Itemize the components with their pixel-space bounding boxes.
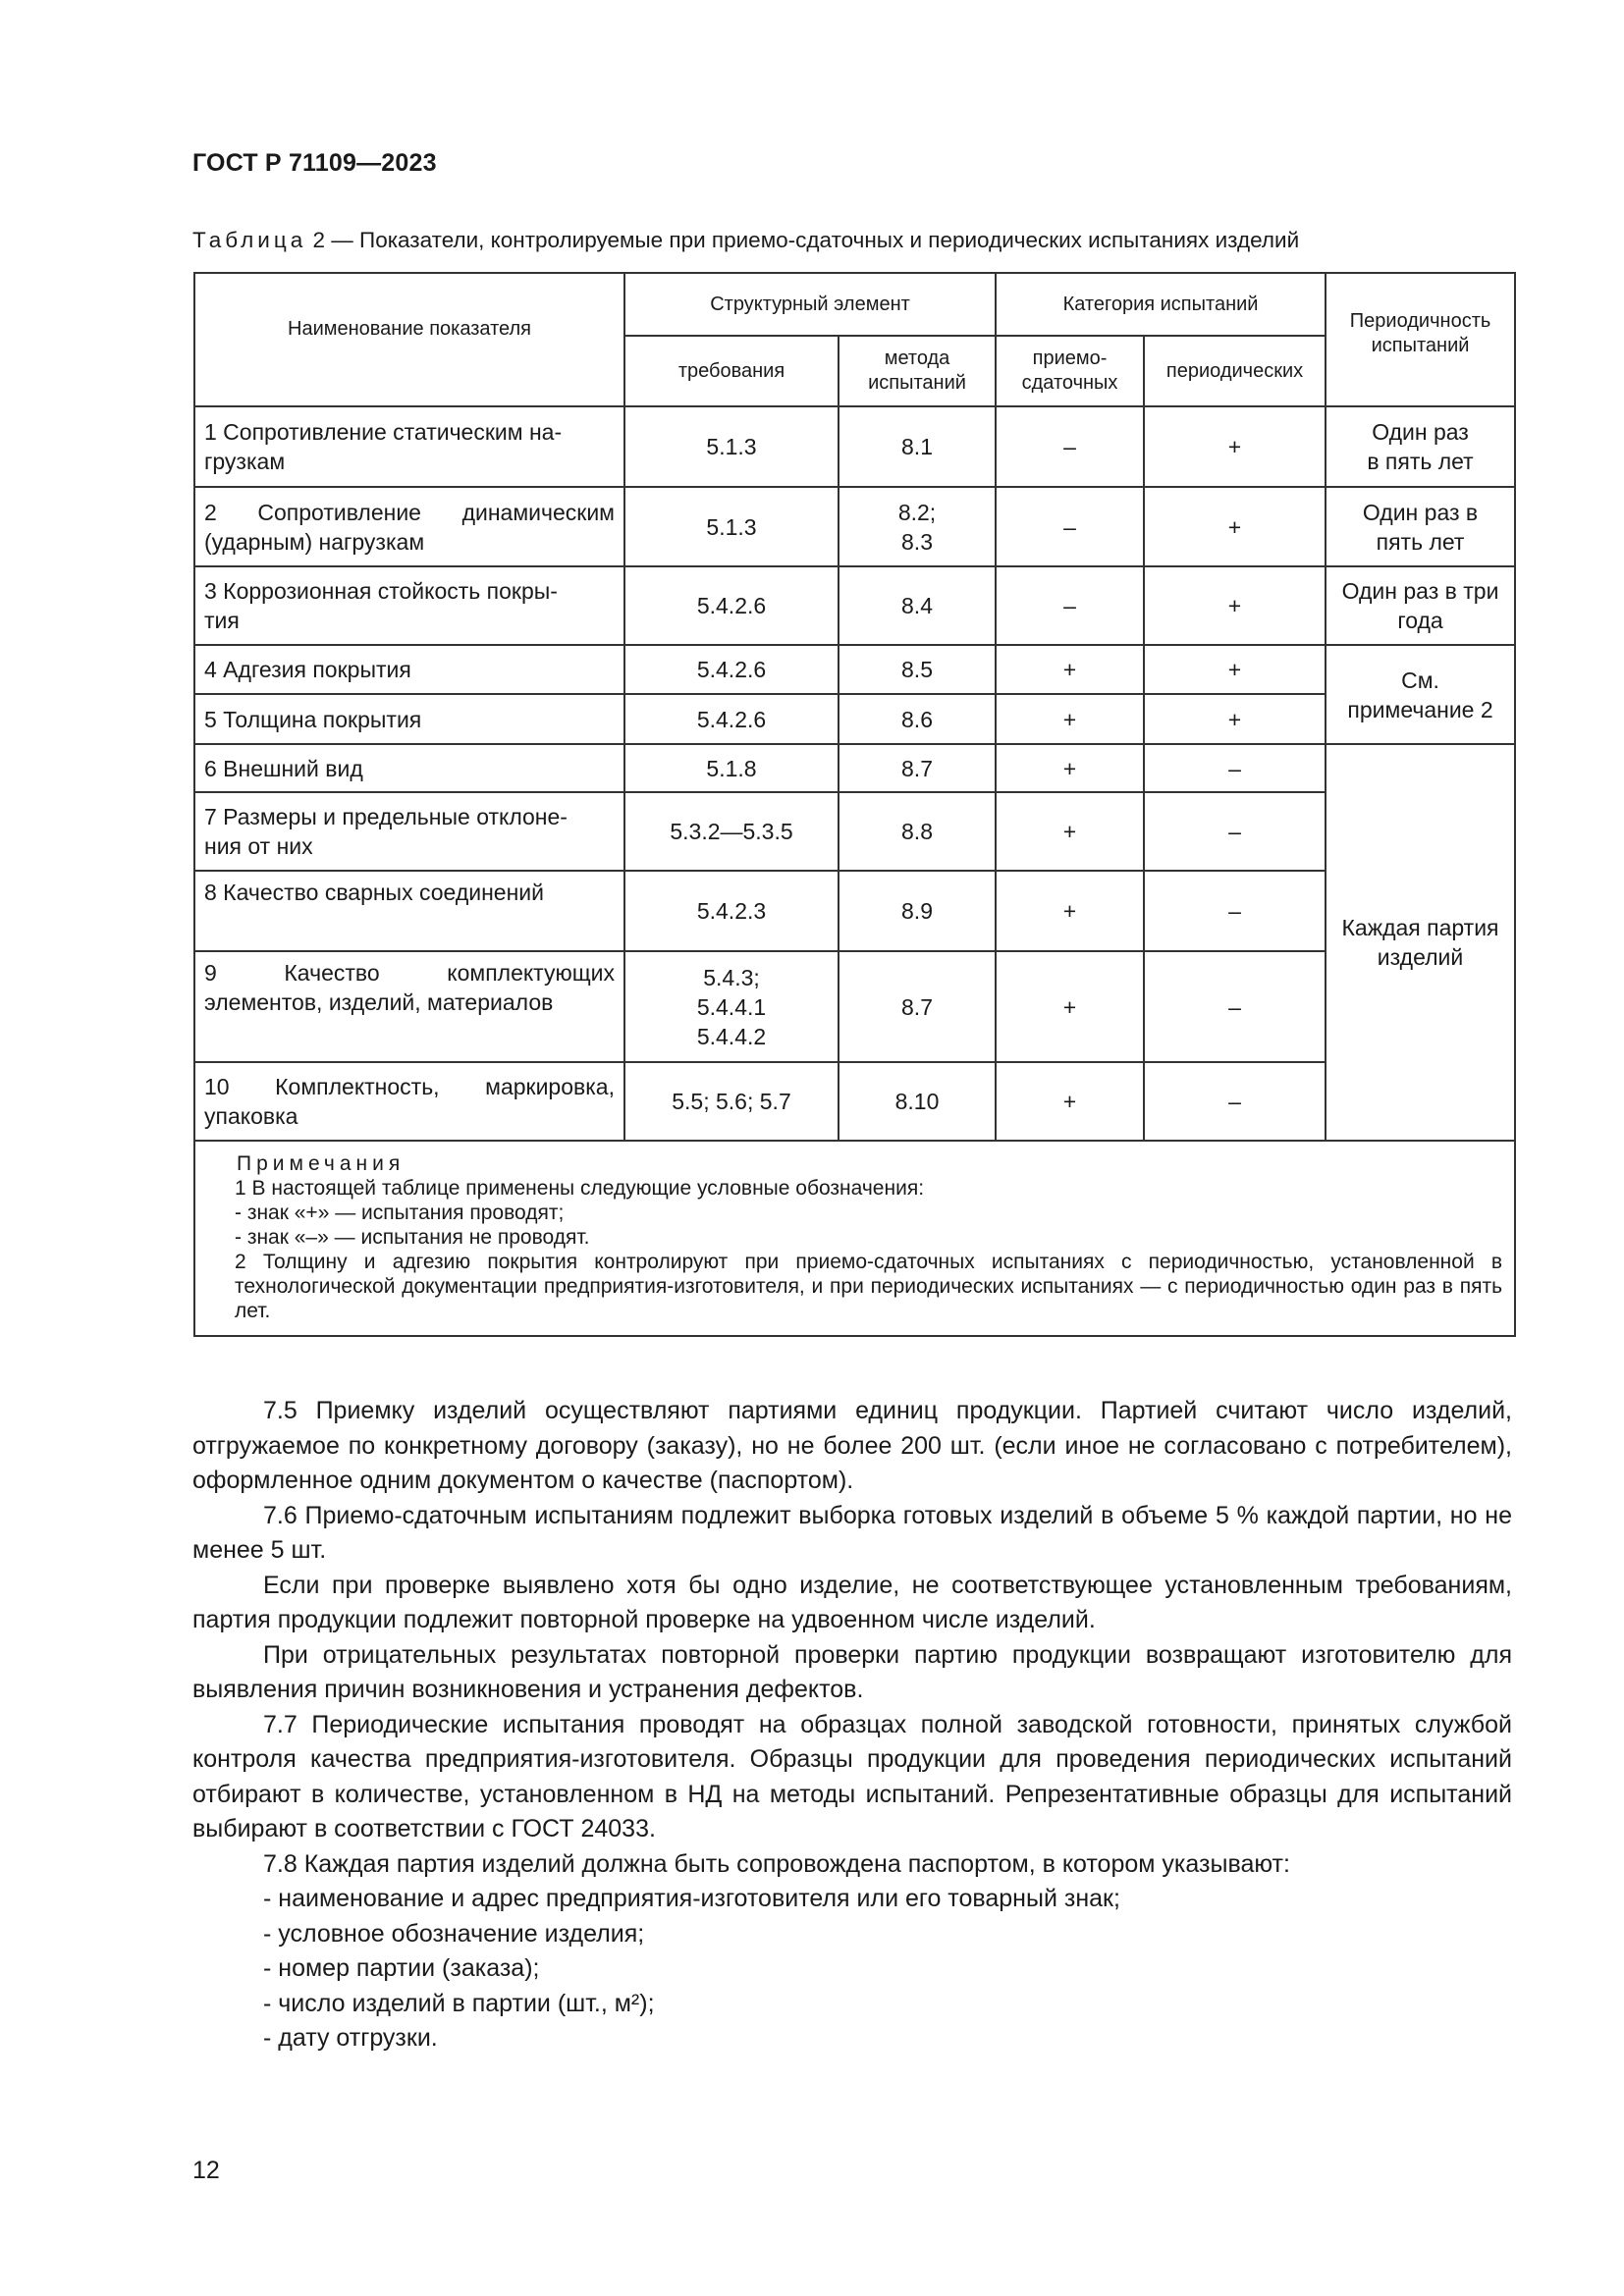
table-row xyxy=(194,645,1515,694)
row-4-acceptance: + xyxy=(996,645,1144,694)
note-line: - знак «+» — испытания проводят; xyxy=(235,1201,565,1224)
paragraph: При отрицательных результатах повторной проверки партию продукции возвращают изготовителю для выявления причин возникновения и устранения дефектов. xyxy=(192,1640,1512,1703)
row-1-acceptance: – xyxy=(996,406,1144,487)
list-item: - число изделий в партии (шт., м²); xyxy=(263,1989,655,2017)
row-7-acceptance: + xyxy=(996,792,1144,871)
row-5-requirement: 5.4.2.6 xyxy=(624,694,839,744)
row-9-name: 9 Качество комплектующих элементов, изделий, материалов xyxy=(194,951,624,1062)
row-5-name: 5 Толщина покрытия xyxy=(194,694,624,744)
table-row xyxy=(194,1062,1515,1141)
row-9-requirement: 5.4.3; 5.4.4.1 5.4.4.2 xyxy=(624,951,839,1062)
row-10-acceptance: + xyxy=(996,1062,1144,1141)
row-3-periodicity: Один раз в три года xyxy=(1326,566,1515,645)
table-header-row-1 xyxy=(194,273,1515,336)
row-2-method: 8.2; 8.3 xyxy=(839,487,996,566)
row-6-acceptance: + xyxy=(996,744,1144,792)
header-test-periodicity: Периодичность испытаний xyxy=(1326,273,1515,406)
row-4-requirement: 5.4.2.6 xyxy=(624,645,839,694)
row-3-acceptance: – xyxy=(996,566,1144,645)
rows-4-5-periodicity: См. примечание 2 xyxy=(1326,645,1515,744)
row-9-method: 8.7 xyxy=(839,951,996,1062)
indicators-table xyxy=(193,272,1516,1337)
row-1-periodic: + xyxy=(1144,406,1326,487)
note-line: 1 В настоящей таблице применены следующие условные обозначения: xyxy=(235,1177,925,1200)
table-row xyxy=(194,951,1515,1062)
row-1-periodicity: Один раз в пять лет xyxy=(1326,406,1515,487)
row-9-acceptance: + xyxy=(996,951,1144,1062)
document-header: ГОСТ Р 71109—2023 xyxy=(192,149,437,177)
body-text xyxy=(192,1394,1512,2056)
table-caption xyxy=(192,228,1299,253)
row-4-name: 4 Адгезия покрытия xyxy=(194,645,624,694)
list-item: - условное обозначение изделия; xyxy=(263,1919,645,1948)
row-8-name: 8 Качество сварных соединений xyxy=(194,871,624,951)
table-row xyxy=(194,566,1515,645)
row-1-requirement: 5.1.3 xyxy=(624,406,839,487)
row-6-name: 6 Внешний вид xyxy=(194,744,624,792)
row-7-periodic: – xyxy=(1144,792,1326,871)
paragraph-7-8: 7.8 Каждая партия изделий должна быть сопровождена паспортом, в котором указывают: xyxy=(263,1849,1290,1878)
row-3-name: 3 Коррозионная стойкость покры- тия xyxy=(194,566,624,645)
row-1-method: 8.1 xyxy=(839,406,996,487)
row-8-periodic: – xyxy=(1144,871,1326,951)
list-item: - дату отгрузки. xyxy=(263,2024,438,2052)
row-1-name: 1 Сопротивление статическим на- грузкам xyxy=(194,406,624,487)
row-2-periodic: + xyxy=(1144,487,1326,566)
row-2-requirement: 5.1.3 xyxy=(624,487,839,566)
row-4-periodic: + xyxy=(1144,645,1326,694)
row-2-periodicity: Один раз в пять лет xyxy=(1326,487,1515,566)
list-item: - наименование и адрес предприятия-изготовителя или его товарный знак; xyxy=(263,1885,1120,1912)
row-5-periodic: + xyxy=(1144,694,1326,744)
row-7-requirement: 5.3.2—5.3.5 xyxy=(624,792,839,871)
row-10-method: 8.10 xyxy=(839,1062,996,1141)
row-4-method: 8.5 xyxy=(839,645,996,694)
row-10-periodic: – xyxy=(1144,1062,1326,1141)
row-3-requirement: 5.4.2.6 xyxy=(624,566,839,645)
table-row xyxy=(194,744,1515,792)
row-3-periodic: + xyxy=(1144,566,1326,645)
table-row xyxy=(194,694,1515,744)
header-test-method: метода испытаний xyxy=(839,336,996,406)
row-10-name: 10 Комплектность, маркировка, упаковка xyxy=(194,1062,624,1141)
notes-title: Примечания xyxy=(237,1152,406,1175)
row-7-method: 8.8 xyxy=(839,792,996,871)
rows-6-10-periodicity: Каждая партия изделий xyxy=(1326,744,1515,1141)
table-caption-prefix: Таблица xyxy=(192,228,307,252)
header-structural-element: Структурный элемент xyxy=(624,273,996,336)
header-indicator-name: Наименование показателя xyxy=(194,273,624,406)
row-5-method: 8.6 xyxy=(839,694,996,744)
paragraph: Если при проверке выявлено хотя бы одно изделие, не соответствующее установленным требованиям, партия продукции подлежит повторной проверке на удвоенном числе изделий. xyxy=(192,1571,1512,1633)
paragraph-7-7: 7.7 Периодические испытания проводят на образцах полной заводской готовности, принятых службой контроля качества предприятия-изготовителя. Образцы продукции для проведения периодических испытаний отбирают в количестве, установленном в НД на методы испытаний. Репрезентативные образцы для испытаний выбирают в соответствии с ГОСТ 24033. xyxy=(192,1710,1512,1842)
header-periodic: периодических xyxy=(1144,336,1326,406)
row-8-method: 8.9 xyxy=(839,871,996,951)
row-2-acceptance: – xyxy=(996,487,1144,566)
row-3-method: 8.4 xyxy=(839,566,996,645)
row-6-requirement: 5.1.8 xyxy=(624,744,839,792)
row-6-periodic: – xyxy=(1144,744,1326,792)
row-6-method: 8.7 xyxy=(839,744,996,792)
table-notes-row xyxy=(194,1141,1515,1336)
header-requirements: требования xyxy=(624,336,839,406)
table-row xyxy=(194,871,1515,951)
header-test-category: Категория испытаний xyxy=(996,273,1326,336)
table-row xyxy=(194,487,1515,566)
row-9-periodic: – xyxy=(1144,951,1326,1062)
paragraph-7-6: 7.6 Приемо-сдаточным испытаниям подлежит выборка готовых изделий в объеме 5 % каждой партии, но не менее 5 шт. xyxy=(192,1501,1512,1564)
page-number: 12 xyxy=(192,2157,220,2184)
table-row xyxy=(194,406,1515,487)
row-10-requirement: 5.5; 5.6; 5.7 xyxy=(624,1062,839,1141)
header-acceptance: приемо-сдаточных xyxy=(996,336,1144,406)
note-line: - знак «–» — испытания не проводят. xyxy=(235,1226,590,1249)
table-row xyxy=(194,792,1515,871)
table-notes xyxy=(194,1141,1515,1336)
row-8-requirement: 5.4.2.3 xyxy=(624,871,839,951)
list-item: - номер партии (заказа); xyxy=(263,1954,540,1982)
paragraph-7-5: 7.5 Приемку изделий осуществляют партиями единиц продукции. Партией считают число изделий, отгружаемое по конкретному договору (заказу), но не более 200 шт. (если иное не согласовано с потребителем), оформленное одним документом о качестве (паспортом). xyxy=(192,1397,1512,1494)
note-line: 2 Толщину и адгезию покрытия контролируют при приемо-сдаточных испытаниях с периодичностью, установленной в технологической документации предприятия-изготовителя, и при периодических испытаниях — с периодичностью один раз в пять лет. xyxy=(235,1251,1503,1322)
table-caption-text: 2 — Показатели, контролируемые при приемо-сдаточных и периодических испытаниях изделий xyxy=(312,228,1300,252)
row-8-acceptance: + xyxy=(996,871,1144,951)
row-2-name: 2 Сопротивление динамическим (ударным) нагрузкам xyxy=(194,487,624,566)
row-7-name: 7 Размеры и предельные отклоне- ния от них xyxy=(194,792,624,871)
row-5-acceptance: + xyxy=(996,694,1144,744)
